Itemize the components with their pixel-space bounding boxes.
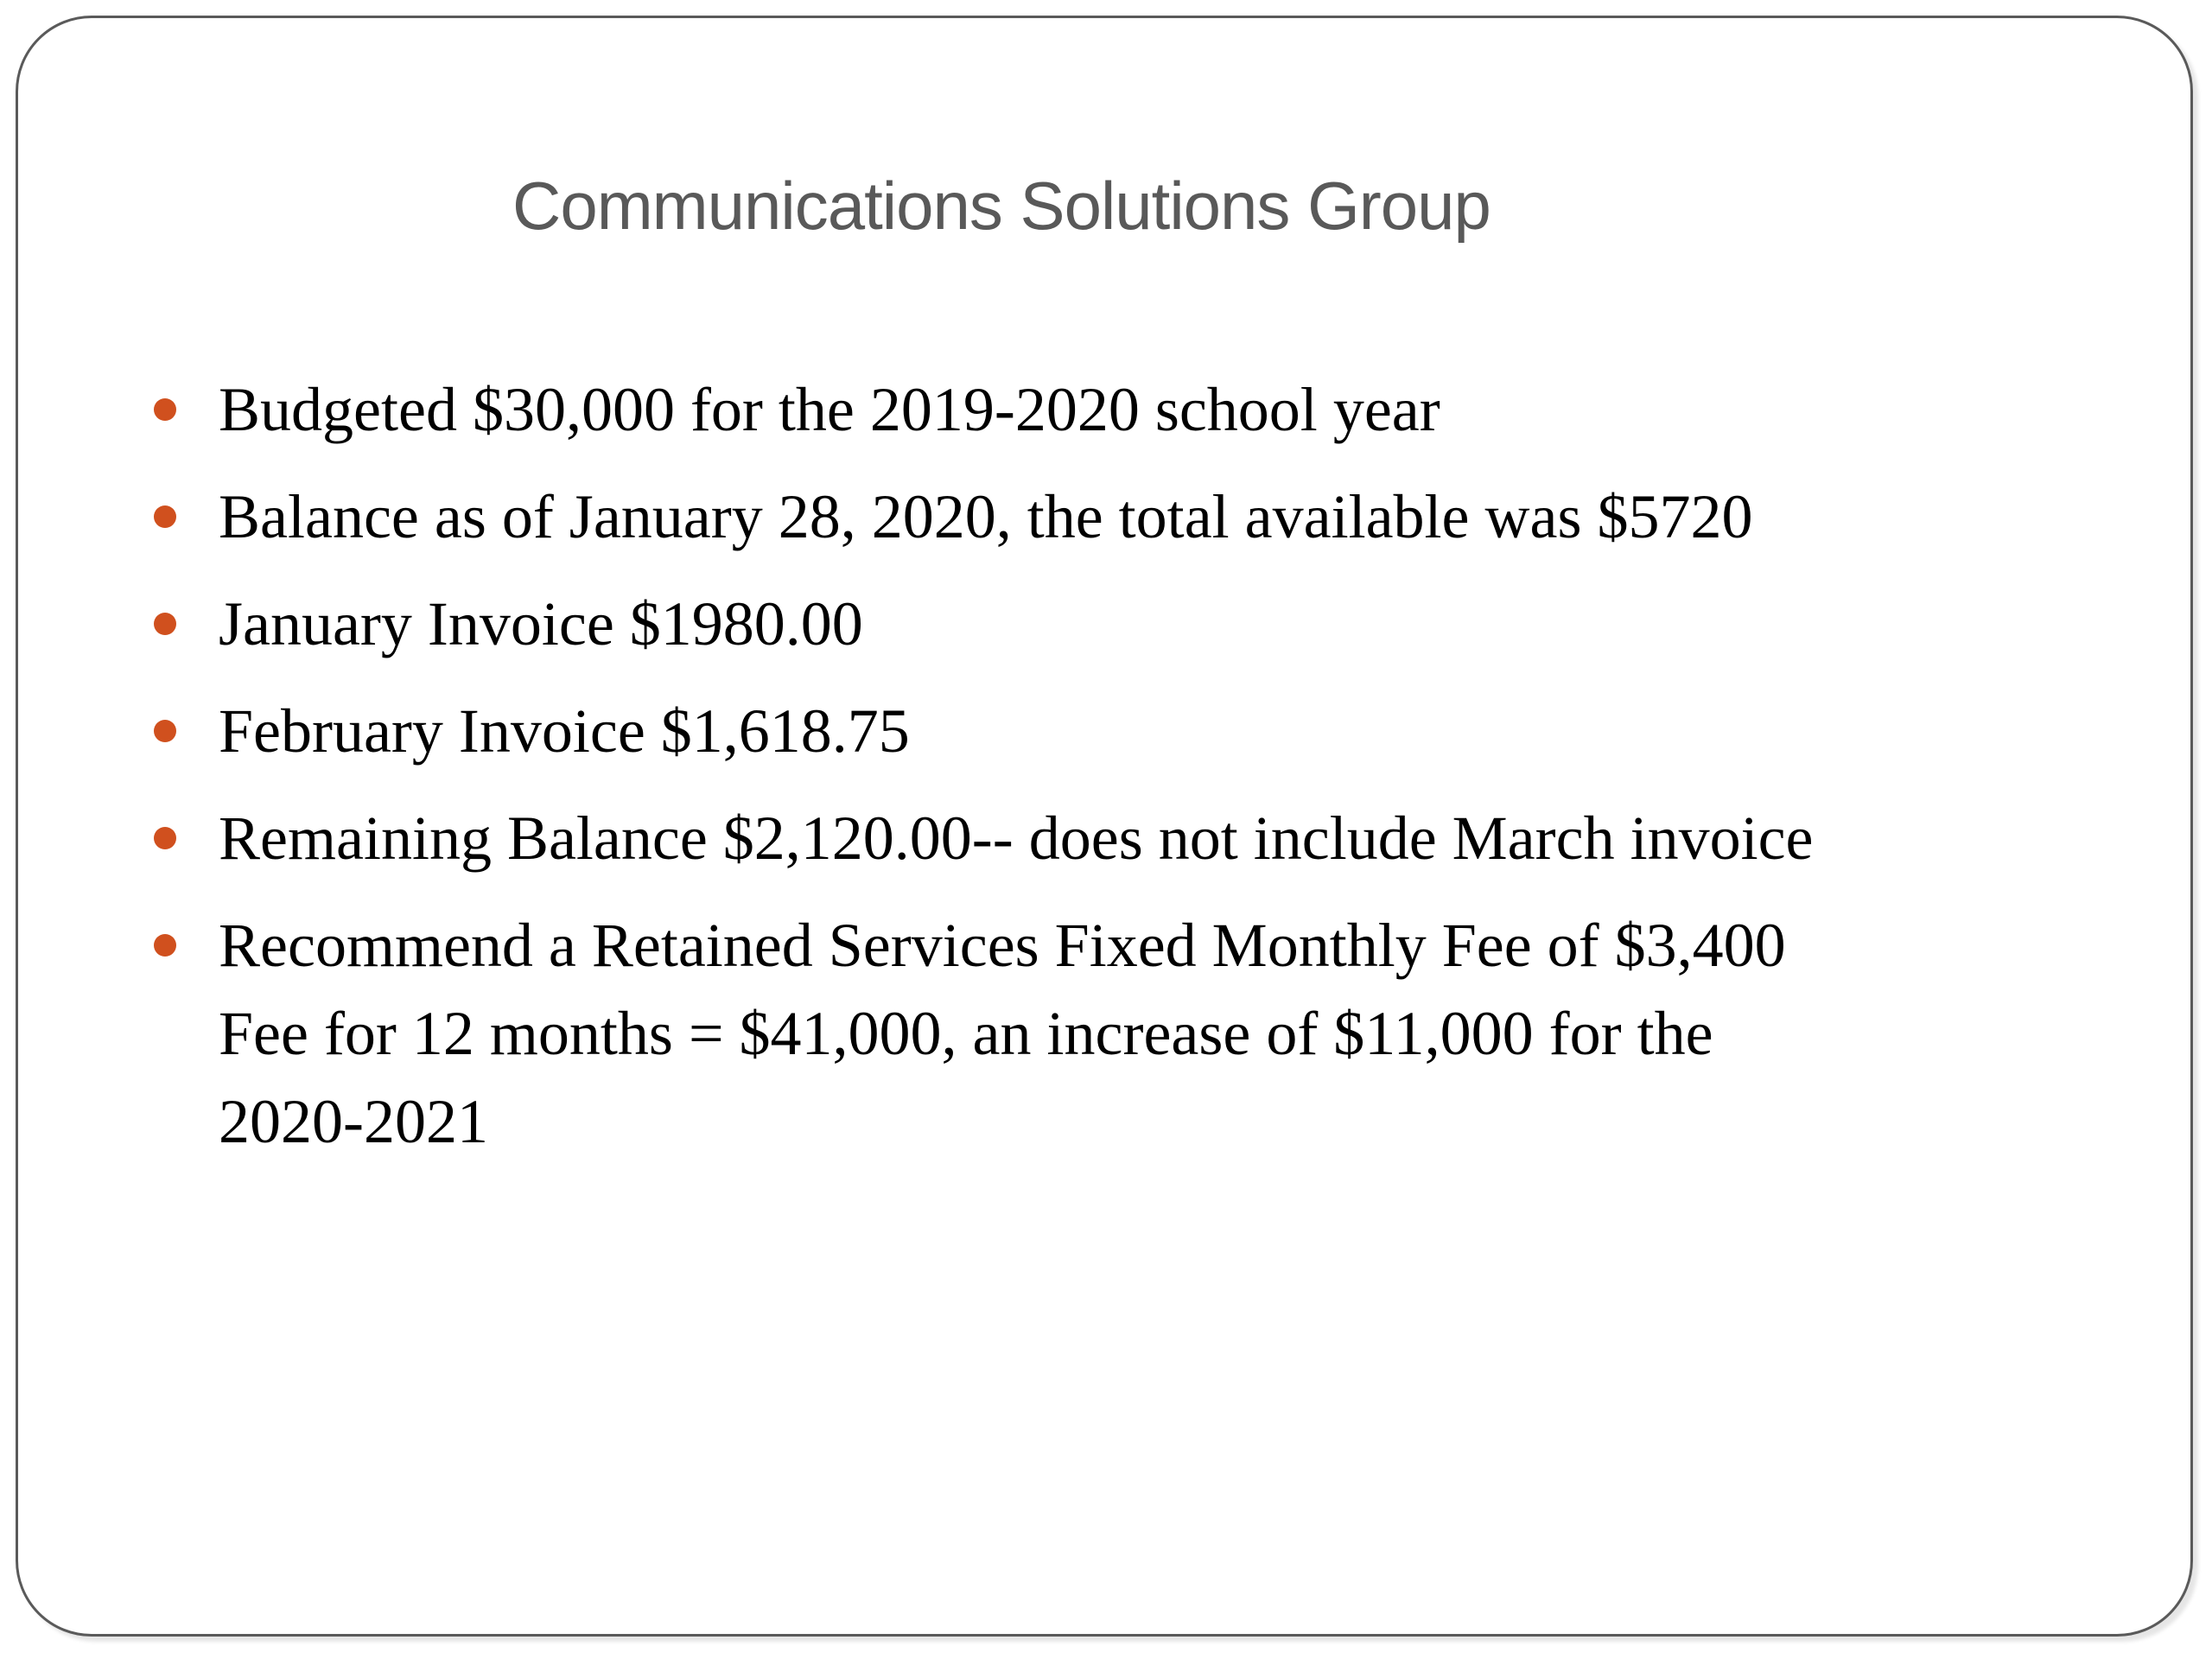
bullet-text: January Invoice $1980.00	[219, 589, 863, 658]
bullet-text: Remaining Balance $2,120.00-- does not include March invoice	[219, 804, 1814, 873]
bullet-text-line: Recommend a Retained Services Fixed Monthly Fee of $3,400	[219, 911, 1786, 980]
bullet-dot-icon	[154, 505, 176, 528]
bullet-text-line: 2020-2021	[219, 1087, 488, 1156]
bullet-text: February Invoice $1,618.75	[219, 696, 910, 766]
bullet-text-line: Fee for 12 months = $41,000, an increase of $11,000 for the	[219, 999, 1713, 1068]
bullet-item	[219, 473, 2076, 561]
bullet-text: Balance as of January 28, 2020, the total available was $5720	[219, 482, 1753, 551]
bullet-text: Budgeted $30,000 for the 2019-2020 school year	[219, 375, 1440, 444]
bullet-item-recommendation	[219, 901, 2076, 1166]
bullet-dot-icon	[154, 827, 176, 849]
bullet-item	[219, 580, 2076, 668]
bullet-item	[219, 794, 2076, 882]
bullet-item	[219, 687, 2076, 775]
bullet-dot-icon	[154, 934, 176, 957]
slide-title: Communications Solutions Group	[512, 168, 1491, 244]
bullet-dot-icon	[154, 398, 176, 421]
slide-frame	[16, 16, 2193, 1637]
bullet-dot-icon	[154, 613, 176, 635]
bullet-item	[219, 365, 2076, 454]
bullet-dot-icon	[154, 720, 176, 742]
